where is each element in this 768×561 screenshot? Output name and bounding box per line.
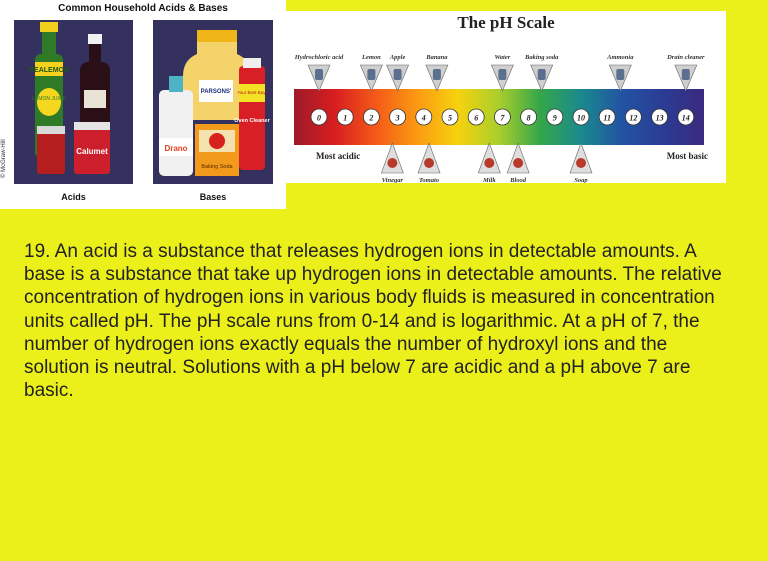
- top-label-2: [387, 54, 409, 91]
- ph-number-8: [521, 109, 537, 125]
- svg-text:5: 5: [448, 113, 452, 123]
- drano-label: Drano: [164, 144, 188, 153]
- ph-number-1: [337, 109, 353, 125]
- bottom-label-4: [570, 143, 592, 183]
- svg-text:Apple: Apple: [389, 54, 406, 61]
- svg-text:6: 6: [474, 113, 479, 123]
- svg-text:Vinegar: Vinegar: [381, 177, 404, 183]
- parsons-label: PARSONS': [200, 89, 232, 95]
- realemon-label: REALEMON: [28, 67, 70, 74]
- svg-text:2: 2: [369, 113, 374, 123]
- svg-text:Ammonia: Ammonia: [607, 54, 634, 61]
- most-basic-label: Most basic: [666, 151, 708, 161]
- svg-text:4: 4: [421, 113, 426, 123]
- body-paragraph: 19. An acid is a substance that releases hydrogen ions in detectable amounts. A base is a substance that take up hydrogen ions in detectable amounts. The relative concentration of hydrogen ions in various body fluids is measured in concentration units called pH. The pH scale runs from 0-14 and is logarithmic. At a pH of 7, the number of hydrogen ions exactly equals the number of hydroxyl ions and the solution is neutral. Solutions with a pH below 7 are acidic and a pH above 7 are basic.: [24, 241, 722, 402]
- top-label-0: [294, 54, 344, 91]
- bases-photo: [153, 20, 273, 184]
- acids-bases-panel: [0, 0, 286, 209]
- ph-number-14: [678, 109, 694, 125]
- top-label-5: [524, 54, 559, 91]
- svg-text:1: 1: [343, 113, 348, 123]
- svg-text:Milk: Milk: [482, 177, 496, 183]
- svg-text:9: 9: [552, 113, 557, 123]
- svg-text:Water: Water: [494, 54, 511, 61]
- svg-text:Oven Cleaner: Oven Cleaner: [234, 118, 270, 124]
- bases-caption: Bases: [199, 192, 227, 202]
- bottom-label-1: [418, 143, 440, 183]
- panel-title: Common Household Acids & Bases: [58, 3, 228, 14]
- ph-number-4: [416, 109, 432, 125]
- svg-text:8: 8: [526, 113, 531, 123]
- svg-text:Baking Soda: Baking Soda: [201, 164, 233, 170]
- svg-text:7: 7: [500, 113, 505, 123]
- acids-caption: Acids: [61, 192, 86, 202]
- top-label-3: [425, 54, 448, 91]
- top-label-7: [666, 54, 705, 91]
- svg-text:LEMON JUICE: LEMON JUICE: [32, 96, 66, 102]
- svg-text:11: 11: [603, 113, 611, 123]
- svg-text:Soap: Soap: [574, 177, 588, 183]
- ph-number-13: [652, 109, 668, 125]
- copyright-credit: © McGraw-Hill: [1, 139, 7, 178]
- ph-scale-panel: [286, 11, 726, 183]
- ph-number-7: [494, 109, 510, 125]
- ph-number-12: [625, 109, 641, 125]
- acids-photo: [14, 20, 133, 184]
- ph-number-3: [390, 109, 406, 125]
- ph-number-6: [468, 109, 484, 125]
- svg-text:Lemon: Lemon: [362, 54, 381, 61]
- svg-text:Baking soda: Baking soda: [524, 54, 559, 61]
- bottom-label-3: [507, 143, 529, 183]
- svg-text:14: 14: [681, 113, 690, 123]
- bottom-label-2: [478, 143, 500, 183]
- most-acidic-label: Most acidic: [316, 151, 361, 161]
- bottom-label-0: [381, 143, 403, 183]
- ph-number-9: [547, 109, 563, 125]
- red-jar: [37, 132, 65, 174]
- svg-text:13: 13: [655, 113, 664, 123]
- svg-text:Tomato: Tomato: [419, 177, 440, 183]
- ph-number-0: [311, 109, 327, 125]
- top-label-1: [360, 54, 382, 91]
- svg-text:Drain cleaner: Drain cleaner: [667, 54, 705, 61]
- ph-number-10: [573, 109, 589, 125]
- ph-number-2: [363, 109, 379, 125]
- svg-text:Banana: Banana: [426, 54, 448, 61]
- svg-text:Your Best Buy!: Your Best Buy!: [237, 90, 267, 95]
- ph-number-11: [599, 109, 615, 125]
- top-label-4: [491, 54, 513, 91]
- svg-text:3: 3: [395, 113, 400, 123]
- svg-text:12: 12: [629, 113, 638, 123]
- ph-number-5: [442, 109, 458, 125]
- svg-text:0: 0: [317, 113, 321, 123]
- ph-scale-diagram: [286, 11, 726, 183]
- drano-bottle: [159, 90, 193, 176]
- ph-scale-title: The pH Scale: [457, 13, 555, 32]
- svg-text:10: 10: [577, 113, 585, 123]
- svg-text:Hydrochloric acid: Hydrochloric acid: [294, 54, 344, 61]
- top-label-6: [606, 54, 634, 91]
- calumet-label: Calumet: [76, 147, 108, 156]
- svg-text:Blood: Blood: [510, 177, 527, 183]
